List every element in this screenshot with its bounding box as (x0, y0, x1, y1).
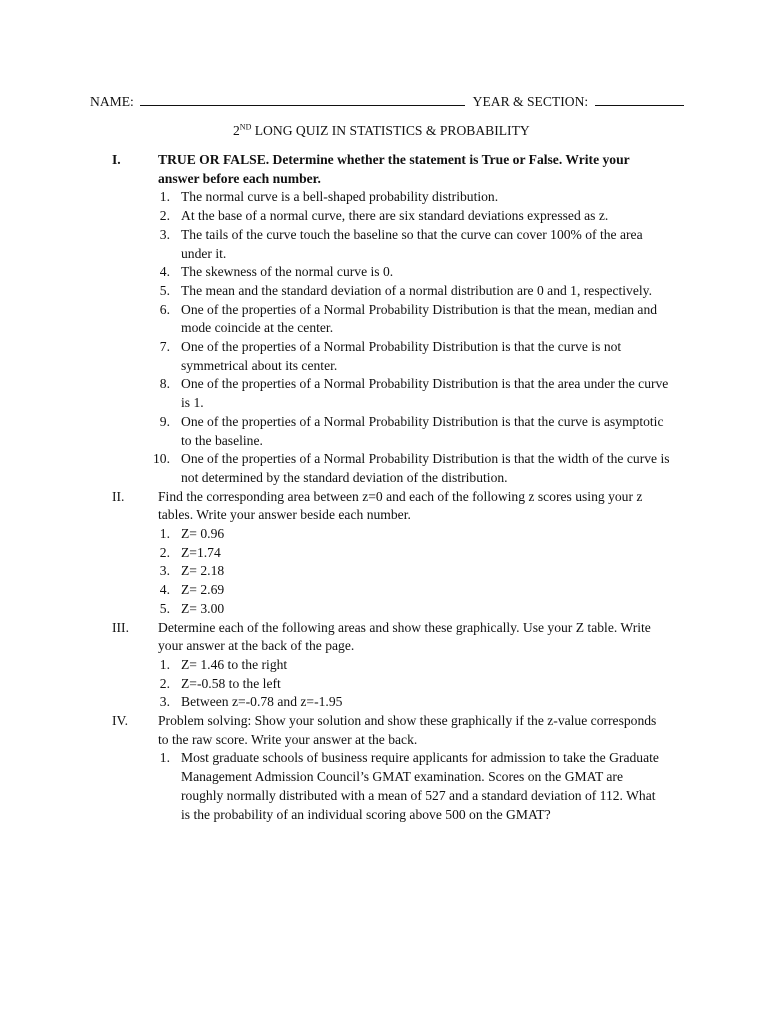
item-number: 6. (159, 301, 170, 317)
item-text: Most graduate schools of business require applicants for admission to take the Graduate (181, 750, 659, 766)
item-text: Z= 1.46 to the right (181, 656, 288, 672)
item-text: Management Admission Council’s GMAT examination. Scores on the GMAT are (181, 769, 623, 785)
item-text: Z= 3.00 (181, 600, 225, 616)
item-text: to the baseline. (181, 432, 263, 448)
item-number: 9. (159, 413, 170, 429)
item-number: 1. (159, 526, 170, 541)
item-text: One of the properties of a Normal Probability Distribution is that the mean, median and (181, 301, 658, 317)
section-instruction: TRUE OR FALSE. Determine whether the statement is True or False. Write your (158, 152, 630, 167)
section-instruction: answer before each number. (158, 170, 321, 186)
section-roman-numeral: IV. (112, 713, 128, 728)
item-text: under it. (181, 245, 227, 261)
item-number: 10. (153, 451, 170, 467)
item-text: Z= 0.96 (181, 526, 225, 541)
item-text: The mean and the standard deviation of a normal distribution are 0 and 1, respectively. (181, 282, 652, 298)
item-number: 3. (159, 226, 170, 242)
item-text: mode coincide at the center. (181, 320, 334, 336)
item-number: 4. (159, 264, 170, 280)
item-text: symmetrical about its center. (181, 357, 338, 373)
item-number: 1. (159, 656, 170, 672)
item-number: 8. (159, 376, 170, 392)
item-text: is the probability of an individual scoring above 500 on the GMAT? (181, 806, 551, 822)
item-number: 1. (159, 189, 170, 205)
item-number: 4. (159, 582, 170, 598)
item-number: 2. (159, 675, 170, 691)
section-instruction: Find the corresponding area between z=0 and each of the following z scores using your z (158, 488, 643, 504)
item-text: The tails of the curve touch the baseline so that the curve can cover 100% of the area (181, 226, 643, 242)
section-roman-numeral: III. (112, 619, 129, 635)
item-text: Z= 2.69 (181, 582, 225, 598)
title-number: 2 (233, 123, 240, 138)
item-number: 5. (159, 282, 170, 298)
section-instruction: Problem solving: Show your solution and show these graphically if the z-value corresponds (158, 713, 657, 728)
title-superscript: ND (239, 122, 252, 132)
item-text: is 1. (181, 395, 204, 411)
section-instruction: to the raw score. Write your answer at the back. (158, 731, 418, 747)
item-text: Between z=-0.78 and z=-1.95 (181, 694, 343, 710)
section-instruction: Determine each of the following areas and show these graphically. Use your Z table. Write (158, 619, 651, 635)
item-number: 2. (159, 208, 170, 224)
item-text: Z= 2.18 (181, 563, 225, 579)
item-number: 7. (159, 339, 170, 354)
item-number: 3. (159, 694, 170, 710)
item-text: Z=1.74 (181, 544, 221, 560)
item-text: One of the properties of a Normal Probability Distribution is that the area under the curve (181, 376, 669, 392)
item-number: 3. (159, 563, 170, 579)
item-number: 1. (159, 750, 170, 766)
item-text: not determined by the standard deviation of the distribution. (181, 469, 508, 485)
title-text: LONG QUIZ IN STATISTICS & PROBABILITY (251, 123, 530, 138)
item-text: The normal curve is a bell-shaped probability distribution. (181, 189, 499, 205)
section-instruction: your answer at the back of the page. (158, 638, 355, 654)
item-text: One of the properties of a Normal Probability Distribution is that the width of the curve is (181, 451, 670, 467)
item-text: At the base of a normal curve, there are six standard deviations expressed as z. (181, 208, 609, 224)
section-roman-numeral: II. (112, 488, 125, 504)
item-text: roughly normally distributed with a mean of 527 and a standard deviation of 112. What (181, 787, 656, 803)
item-number: 5. (159, 600, 170, 616)
item-text: One of the properties of a Normal Probability Distribution is that the curve is asymptotic (181, 413, 664, 429)
section-instruction: tables. Write your answer beside each number. (158, 507, 411, 523)
name-label: NAME: (90, 94, 134, 109)
item-text: The skewness of the normal curve is 0. (181, 264, 394, 280)
item-number: 2. (159, 544, 170, 560)
year-section-label: YEAR & SECTION: (472, 94, 589, 109)
item-text: Z=-0.58 to the left (181, 675, 281, 691)
item-text: One of the properties of a Normal Probability Distribution is that the curve is not (181, 339, 622, 354)
section-roman-numeral: I. (112, 152, 121, 167)
